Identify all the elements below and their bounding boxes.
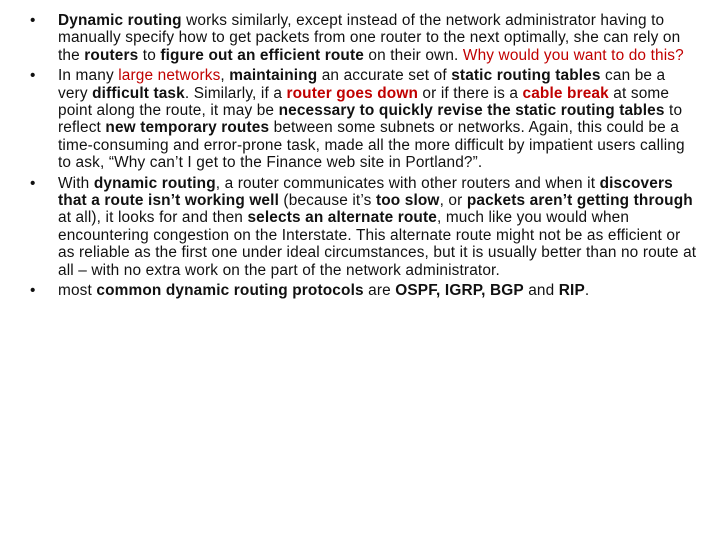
bullet-dot: •: [30, 12, 36, 29]
text-run: discovers that a route isn’t working well: [58, 174, 673, 210]
text-run: to reflect: [58, 102, 683, 137]
bullet-item-common-protocols: [30, 282, 698, 299]
text-run: are: [363, 282, 396, 300]
text-run: large networks: [118, 67, 221, 85]
bullet-item-dynamic-routing-behavior: [30, 175, 698, 279]
text-run: between some subnets or networks. Again, this could be a time-consuming and error-prone task, made all the more difficult by impatient users calling to ask, “Why can’t I get to the Finance web site in Portland?”.: [58, 119, 685, 172]
text-run: .: [584, 282, 590, 300]
text-run: at some point along the route, it may be: [58, 84, 670, 120]
text-run: too slow: [375, 192, 440, 210]
bullet-dot: •: [30, 67, 36, 85]
text-run: With: [58, 174, 94, 192]
text-run: Dynamic routing: [58, 12, 182, 29]
text-run: static routing tables: [451, 67, 601, 85]
bullet-dot: •: [30, 174, 36, 192]
text-run: packets aren’t getting through: [466, 192, 693, 210]
text-run: difficult task: [92, 84, 185, 102]
bullet-text: [58, 175, 696, 279]
text-run: at all), it looks for and then: [58, 209, 248, 227]
text-run: , or: [439, 192, 467, 210]
text-run: new temporary routes: [105, 119, 270, 137]
bullet-dot: •: [30, 282, 36, 300]
bullet-item-static-tables-problem: [30, 67, 698, 171]
text-run: on their own.: [363, 46, 463, 64]
text-run: In many: [58, 67, 119, 85]
text-run: and: [523, 282, 559, 300]
text-run: routers: [84, 46, 139, 64]
text-run: OSPF, IGRP, BGP: [395, 282, 524, 300]
text-run: to: [138, 46, 161, 64]
text-run: can be a very: [58, 67, 666, 102]
bullet-text: [58, 67, 685, 171]
text-run: ,: [220, 67, 230, 85]
bullet-text: [58, 282, 589, 299]
text-run: router goes down: [286, 84, 418, 102]
text-run: or if there is a: [418, 84, 523, 102]
text-run: (because it’s: [279, 192, 376, 210]
text-run: , a router communicates with other routers and when it: [215, 174, 600, 192]
text-run: maintaining: [229, 67, 318, 85]
bullet-list: [30, 12, 698, 303]
text-run: cable break: [522, 84, 609, 102]
text-run: dynamic routing: [93, 174, 216, 192]
text-run: RIP: [558, 282, 585, 300]
text-run: works similarly, except instead of the network administrator having to manually specify how to get packets from one router to the next optimally, she can rely on the: [58, 12, 681, 64]
text-run: figure out an efficient route: [160, 46, 364, 64]
text-run: common dynamic routing protocols: [96, 282, 364, 300]
text-run: necessary to quickly revise the static routing tables: [278, 102, 665, 120]
bullet-text: [58, 12, 684, 64]
text-run: , much like you would when encountering congestion on the Interstate. This alternate route might not be as efficient or as reliable as the first one under ideal circumstances, but it is usually better than no route at all – with no extra work on the part of the network administrator.: [58, 209, 697, 279]
text-run: most: [58, 282, 97, 300]
text-run: Why would you want to do this?: [462, 46, 684, 64]
text-run: . Similarly, if a: [184, 84, 287, 102]
bullet-item-dynamic-routing-intro: [30, 12, 698, 64]
text-run: an accurate set of: [317, 67, 452, 85]
text-run: selects an alternate route: [247, 209, 437, 227]
